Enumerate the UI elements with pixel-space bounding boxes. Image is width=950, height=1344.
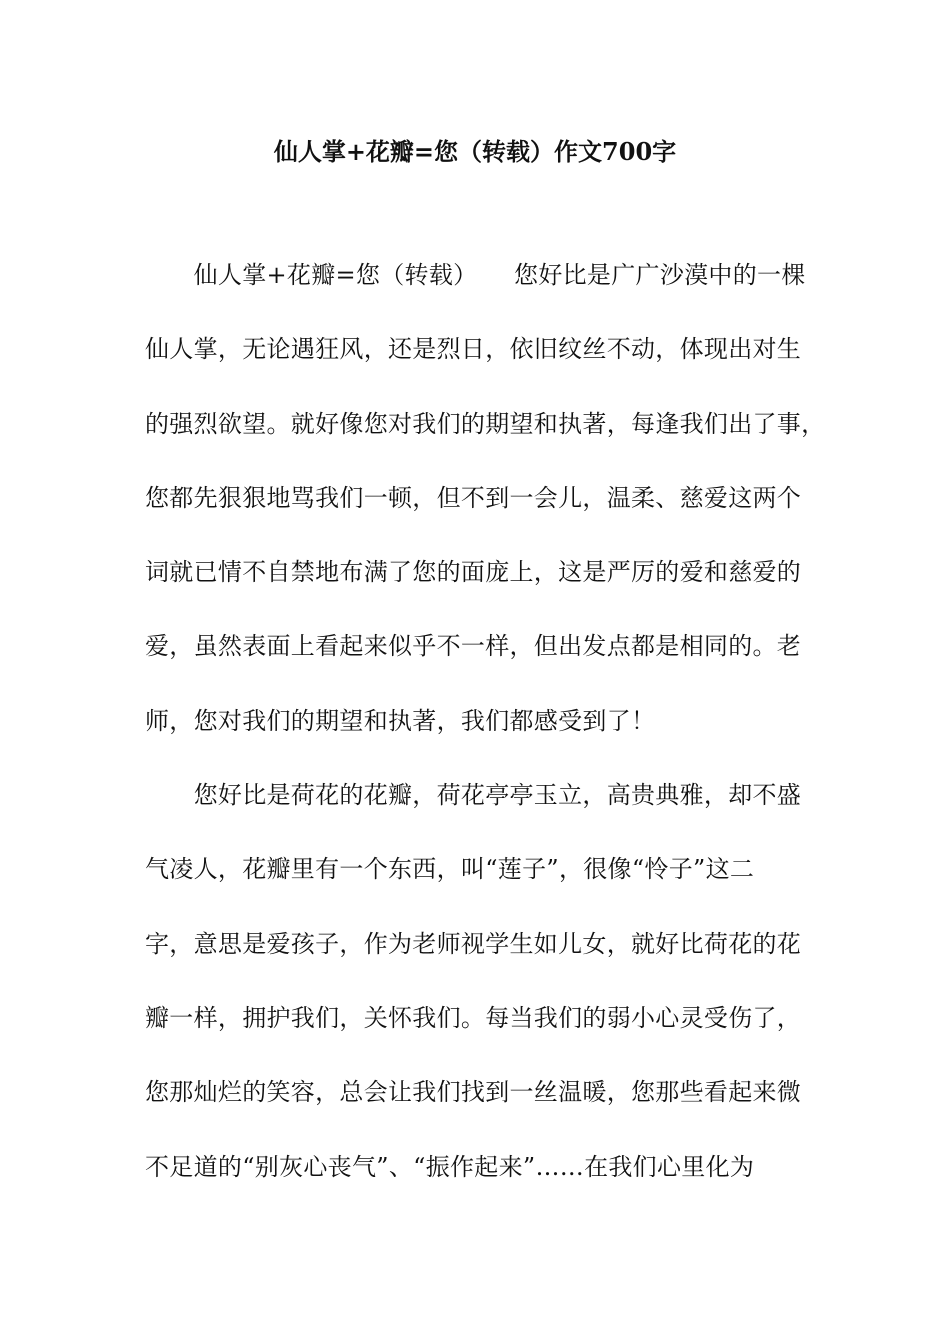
document-body: [145, 255, 826, 1221]
text-line: 仙人掌+花瓣=您（转载） 您好比是广广沙漠中的一棵: [145, 261, 806, 289]
text-line: 师，您对我们的期望和执著，我们都感受到了！: [145, 706, 656, 735]
text-line: 词就已情不自禁地布满了您的面庞上，这是严厉的爱和慈爱的: [145, 558, 802, 587]
text-line: 您好比是荷花的花瓣，荷花亭亭玉立，高贵典雅，却不盛: [145, 781, 802, 810]
text-line: 字，意思是爱孩子，作为老师视学生如儿女，就好比荷花的花: [145, 929, 802, 958]
text-line: 的强烈欲望。就好像您对我们的期望和执著，每逢我们出了事，: [145, 409, 826, 438]
text-line: 瓣一样，拥护我们，关怀我们。每当我们的弱小心灵受伤了，: [145, 1003, 802, 1032]
text-line: 不足道的“别灰心丧气”、“振作起来”……在我们心里化为: [145, 1152, 755, 1181]
document-title: 仙人掌+花瓣=您（转载）作文700字: [273, 137, 677, 166]
text-line: 仙人掌，无论遇狂风，还是烈日，依旧纹丝不动，体现出对生: [145, 335, 802, 364]
text-line: 爱，虽然表面上看起来似乎不一样，但出发点都是相同的。老: [145, 632, 802, 661]
text-line: 您那灿烂的笑容，总会让我们找到一丝温暖，您那些看起来微: [145, 1078, 802, 1107]
text-line: 气凌人，花瓣里有一个东西，叫“莲子”，很像“怜子”这二: [145, 855, 755, 884]
text-line: 您都先狠狠地骂我们一顿，但不到一会儿，温柔、慈爱这两个: [145, 483, 802, 512]
